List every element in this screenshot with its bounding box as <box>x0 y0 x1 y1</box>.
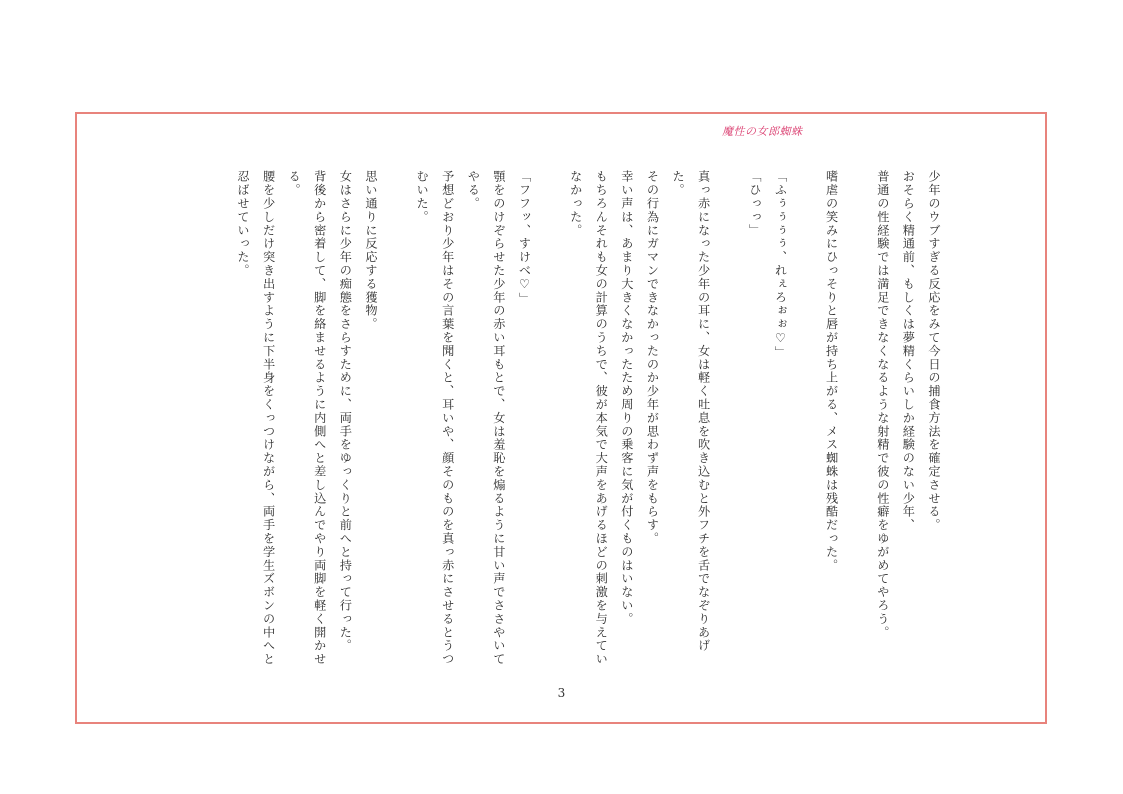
paragraph: 思い通りに反応する獲物。 <box>363 170 378 331</box>
blank-line <box>383 170 409 670</box>
paragraph: 予想どおり少年はその言葉を聞くと、耳いや、顔そのものを真っ赤にさせるとうつむいた。 <box>415 170 455 666</box>
dialogue-line: 「ひっっ」 <box>747 170 762 237</box>
vertical-body-text <box>150 170 946 670</box>
dialogue-line: 「ふぅぅぅぅ、れぇろぉぉ♡」 <box>773 170 788 360</box>
paragraph: 背後から密着して、脚を絡ませるように内側へと差し込んでやり両脚を軽く開かせる。 <box>287 170 327 666</box>
paragraph: 普通の性経験では満足できなくなるような射精で彼の性癖をゆがめてやろう。 <box>875 170 890 639</box>
paragraph: 顎をのけぞらせた少年の赤い耳もとで、女は羞恥を煽るように甘い声でささやいてやる。 <box>466 170 506 666</box>
paragraph: 幸い声は、あまり大きくなかったため周りの乗客に気が付くものはいない。 <box>619 170 634 626</box>
paragraph: おそらく精通前、もしくは夢精くらいしか経験のない少年、 <box>901 170 916 532</box>
running-header-title: 魔性の女郎蜘蛛 <box>722 125 803 138</box>
paragraph: 嗜虐の笑みにひっそりと唇が持ち上がる、メス蜘蛛は残酷だった。 <box>824 170 839 572</box>
paragraph: もちろんそれも女の計算のうちで、彼が本気で大声をあげるほどの刺激を与えていなかった。 <box>568 170 609 666</box>
paragraph: 少年のウブすぎる反応をみて今日の捕食方法を確定させる。 <box>927 170 941 532</box>
paragraph: 真っ赤になった少年の耳に、女は軽く吐息を吹き込むと外フチを舌でなぞりあげた。 <box>671 170 711 653</box>
blank-line <box>537 170 563 670</box>
blank-line <box>792 170 818 670</box>
blank-line <box>716 170 742 670</box>
page-number: 3 <box>557 686 566 700</box>
dialogue-line: 「フフッ、すけべ♡」 <box>517 170 532 306</box>
paragraph: 女はさらに少年の痴態をさらすために、両手をゆっくりと前へと持って行った。 <box>338 170 353 653</box>
paragraph: その行為にガマンできなかったのか少年が思わず声をもらす。 <box>645 170 660 546</box>
blank-line <box>844 170 870 670</box>
paragraph: 腰を少しだけ突き出すように下半身をくっつけながら、両手を学生ズボンの中へと忍ばせていった。 <box>235 170 276 666</box>
